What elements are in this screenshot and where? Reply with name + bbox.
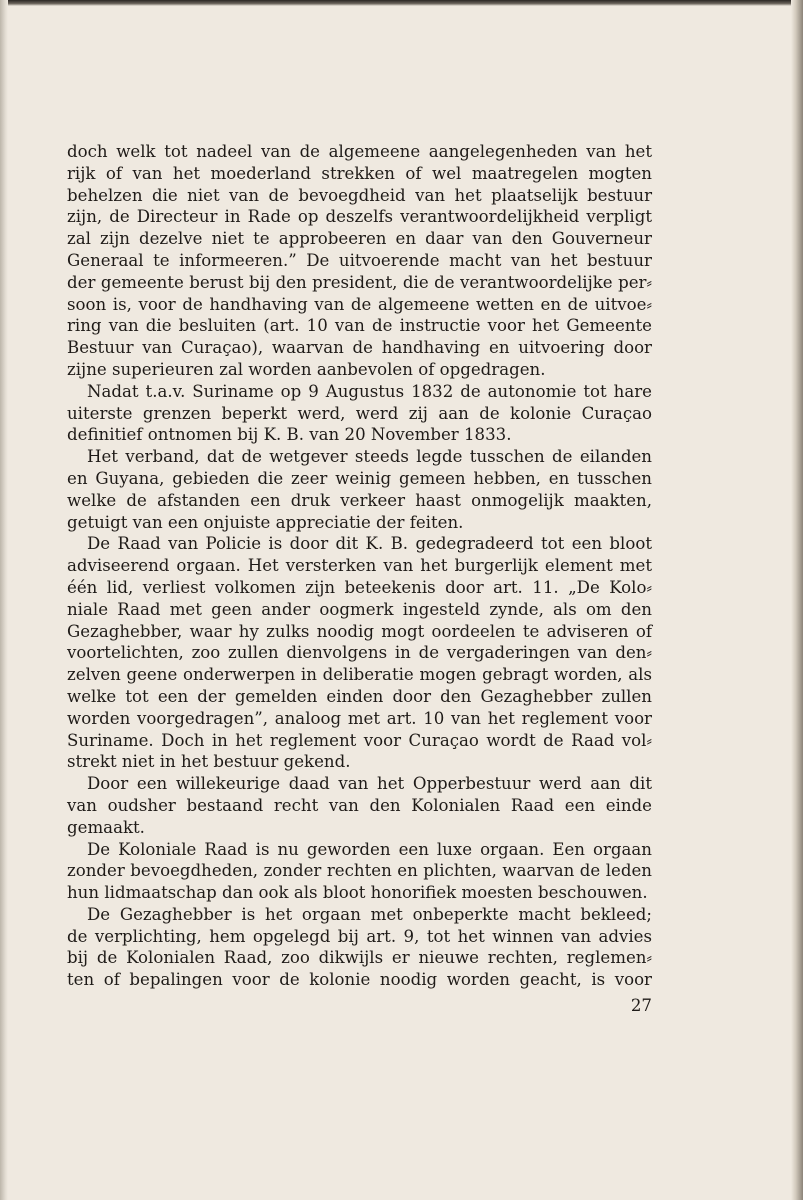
text-line: welke de afstanden een druk verkeer haast onmogelijk maakten, — [67, 490, 652, 510]
page-right-edge — [791, 0, 803, 1200]
text-line: Suriname. Doch in het reglement voor Curaçao wordt de Raad vol⸗ — [67, 730, 652, 750]
text-line: welke tot een der gemelden einden door den Gezaghebber zullen — [67, 686, 652, 706]
body-text — [67, 141, 652, 991]
page-top-edge — [0, 0, 803, 6]
text-line: en Guyana, gebieden die zeer weinig gemeen hebben, en tusschen — [67, 468, 652, 488]
text-line: zonder bevoegdheden, zonder rechten en plichten, waarvan de leden — [67, 861, 652, 881]
text-line: voortelichten, zoo zullen dienvolgens in de vergaderingen van den⸗ — [67, 643, 652, 663]
text-line: uiterste grenzen beperkt werd, werd zij aan de kolonie Curaçao — [67, 403, 652, 423]
text-line: behelzen die niet van de bevoegdheid van het plaatselijk bestuur — [67, 185, 652, 205]
text-line: de verplichting, hem opgelegd bij art. 9, tot het winnen van advies — [67, 926, 652, 946]
text-line: bij de Kolonialen Raad, zoo dikwijls er nieuwe rechten, reglemen⸗ — [67, 948, 652, 968]
text-line: De Raad van Policie is door dit K. B. gedegradeerd tot een bloot — [87, 534, 652, 554]
text-line: soon is, voor de handhaving van de algemeene wetten en de uitvoe⸗ — [67, 294, 652, 314]
text-line: zijne superieuren zal worden aanbevolen of opgedragen. — [67, 359, 546, 379]
text-line: adviseerend orgaan. Het versterken van het burgerlijk element met — [67, 556, 652, 576]
text-line: Bestuur van Curaçao), waarvan de handhaving en uitvoering door — [67, 338, 652, 358]
text-line: strekt niet in het bestuur gekend. — [67, 752, 351, 772]
text-line: zelven geene onderwerpen in deliberatie mogen gebragt worden, als — [67, 665, 652, 685]
text-line: Nadat t.a.v. Suriname op 9 Augustus 1832 de autonomie tot hare — [87, 381, 652, 401]
text-line: niale Raad met geen ander oogmerk ingesteld zynde, als om den — [67, 599, 652, 619]
text-line: zijn, de Directeur in Rade op deszelfs verantwoordelijkheid verpligt — [67, 207, 652, 227]
text-line: Het verband, dat de wetgever steeds legde tusschen de eilanden — [87, 447, 652, 467]
text-line: definitief ontnomen bij K. B. van 20 November 1833. — [67, 425, 512, 445]
text-line: De Gezaghebber is het orgaan met onbeperkte macht bekleed; — [87, 904, 652, 924]
text-line: gemaakt. — [67, 817, 145, 837]
text-line: worden voorgedragen”, analoog met art. 10 van het reglement voor — [67, 708, 652, 728]
text-line: doch welk tot nadeel van de algemeene aangelegenheden van het — [67, 142, 652, 161]
text-line: rijk of van het moederland strekken of wel maatregelen mogten — [67, 163, 652, 183]
text-line: getuigt van een onjuiste appreciatie der feiten. — [67, 512, 464, 532]
text-line: De Koloniale Raad is nu geworden een luxe orgaan. Een orgaan — [87, 839, 652, 859]
text-line: Door een willekeurige daad van het Opperbestuur werd aan dit — [87, 774, 652, 794]
text-line: ten of bepalingen voor de kolonie noodig worden geacht, is voor — [67, 970, 652, 990]
text-line: één lid, verliest volkomen zijn beteekenis door art. 11. „De Kolo⸗ — [67, 577, 652, 597]
text-line: Generaal te informeeren.” De uitvoerende macht van het bestuur — [67, 250, 652, 270]
page-number: 27 — [630, 996, 652, 1015]
text-line: Gezaghebber, waar hy zulks noodig mogt oordeelen te adviseren of — [67, 621, 652, 641]
text-line: zal zijn dezelve niet te approbeeren en daar van den Gouverneur — [67, 229, 652, 249]
page-left-edge — [0, 0, 8, 1200]
text-line: ring van die besluiten (art. 10 van de instructie voor het Gemeente — [67, 316, 652, 336]
text-line: van oudsher bestaand recht van den Kolonialen Raad een einde — [67, 795, 652, 815]
text-line: hun lidmaatschap dan ook als bloot honorifiek moesten beschouwen. — [67, 883, 648, 903]
text-line: der gemeente berust bij den president, die de verantwoordelijke per⸗ — [67, 272, 652, 292]
